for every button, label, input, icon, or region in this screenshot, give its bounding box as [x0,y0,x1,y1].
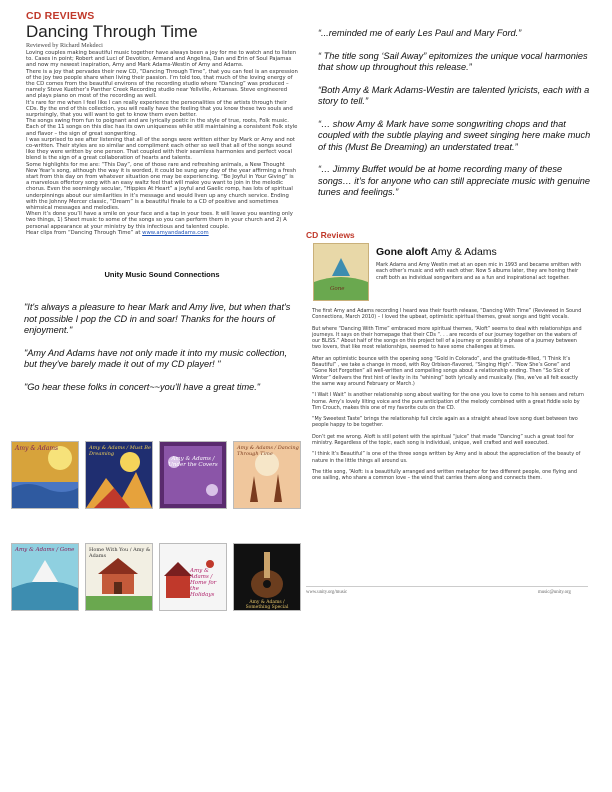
quote: "Amy And Adams have not only made it into my music collection, but they've barely made it out of my CD player! " [24,347,288,369]
quote: "It's always a pleasure to hear Mark and Amy live, but when that's not possible I pop the CD in and soar! Thanks for the hours of enjoyment." [24,302,291,335]
review-gone-aloft [306,230,588,582]
quote: "Go hear these folks in concert~~you'll have a great time." [24,381,261,392]
album-cover-gone[interactable] [12,544,78,610]
album-title: Amy & Adams / Must Be Dreaming [89,445,151,457]
cd-reviews-kicker: CD Reviews [306,230,355,240]
clips-text: Hear clips from “Dancing Through Time” at [26,229,141,236]
album-title: Amy & Adams / Under the Covers [168,456,218,468]
quote: “ The title song ‘Sail Away” epitomizes the unique vocal harmonies that show up throughout this release.” [318,50,588,72]
quote: “...reminded me of early Les Paul and Mary Ford.” [318,28,522,38]
footer-url[interactable]: www.unity.org/music [306,590,348,595]
review-paragraph: Don’t get me wrong. Aloft is still potent with the spiritual “juice” that made “Dancing” such a great tool for ministry. Regardless of the topic, each song is individual, unique, well crafted and well executed. [312,433,574,447]
review2-body [312,308,584,487]
review-paragraph: After an optimistic bounce with the opening song “Gold in Colorado”, and the gratitude-filled, “I Think It’s Beautiful” , we take a change in mood, with Roy Orbison-flavored, “Singing High”. “Now She’s Gone” and “Gone Not Forgotten” all well-written and compelling songs about a relationship ending. Then “So Sick of Winter” delivers the first hint of levity in its “whining” both lyrically and musically. (Yes, we’ve all felt exactly the same way around February or March.) [312,355,579,387]
footer-email[interactable]: music@unity.org [538,590,571,595]
review-body [26,50,298,236]
review-paragraph: “I think It’s Beautiful” is one of the three songs written by Amy and is about the appreciation of the beauty of nature in the little things all around us. [312,451,581,464]
artist-name: Amy & Adams [430,246,497,258]
review-paragraph: But where “Dancing With Time” embraced more spiritual themes, “Aloft” seems to deal with relationships and journeys. It says on their homepage that their CDs “. . . are records of our journey together on the waters of our BLISS.” About half of the songs on this project tell of a journey or possibly a phase of a journey between two lovers, that like most relationships, seemed to have some challenges at times. [312,325,582,351]
review-paragraph: When it’s done you’ll have a smile on your face and a tap in your toes. It will leave you wanting only two things, 1) Sheet music to some of the songs so you can perform them in your church and 2) A personal appearance at your ministry by this infectious and talented couple. [26,211,293,230]
album-title: Amy & Adams / Home for the Holidays [190,568,217,598]
album-title: Amy & Adams / Dancing Through Time [237,445,299,457]
album-art [12,544,78,610]
review2-title [376,246,497,258]
review-source: Unity Music Sound Connections [104,270,220,279]
review-paragraph-last [26,230,298,236]
album-cover-amy-and-adams[interactable] [12,442,78,508]
album-cover-home-with-you[interactable] [86,544,152,610]
review-dancing-through-time [26,10,298,236]
press-quotes [318,28,596,210]
review2-intro: Mark Adams and Amy Westin met at an open mic in 1993 and became smitten with each other’s music and with each other. Now 5 albums later, they are honing their craft both as individual songwriters and as a fun and inspirational act together. [376,262,582,281]
quote: “Both Amy & Mark Adams-Westin are talented lyricists, each with a story to tell.” [318,84,590,106]
quote: “… Jimmy Buffet would be at home recording many of these songs… it’s for anyone who can still appreciate music with genuine tunes and feelings.” [318,164,591,197]
album-title: Amy & Adams / Something Special [245,600,289,610]
album-cover-must-be-dreaming[interactable] [86,442,152,508]
album-art [160,442,226,508]
review-paragraph: There is a joy that pervades their new CD, “Dancing Through Time”, that you can feel is an expression of the joy two people share when living their passion. I’m told too, that much of the loving energy of the CD comes from the beautiful environs of the recording studio where “Dancing” was produced – namely Steve Kuether’s Panther Creek Recording studio near Yellville, Arkansas. Steve engineered and plays piano on most of the recording as well. [26,68,298,100]
review-paragraph: “I Wait I Wait” is another relationship song about waiting for the one you love to come to his senses and return home. Amy’s lovely lilting voice and the pure anticipation of the melody combined with a great fiddle solo by Tim Crouch, makes this one of my favorite cuts on the CD. [312,392,584,411]
fan-quotes [24,302,300,404]
review-paragraph: I was surprised to see after listening that all of the songs were written either by Mark or Amy and not co-written. Their styles are so similar and compliment each other so well that all of the songs sound like they were written by one person. That coupled with their seamless harmonies and perfect vocal blend is the sign of a great collaboration of hearts and talents. [26,136,295,162]
review-paragraph: The title song, “Aloft: is a beautifully arranged and written metaphor for two different people, one flying and one sailing, who share a common love – the wind that carries them along and connects them. [312,468,578,482]
website-link[interactable]: www.amyandadams.com [142,229,209,236]
footer-divider [306,586,588,587]
review-paragraph: Some highlights for me are: “This Day”, one of those rare and refreshing animals, a New Thought New Year’s song, although the way it is worded, it could be sung any day of the year affirming a fresh start from this day on from whatever situation one may be experiencing. “Be Joyful in Your Giving” is a marvelous offertory song with an easy waltz feel that will make you want to join in the melodic chorus. Even the seemingly secular, “Hippies At Heart” a joyful and Gaelic romp, has lots of spiritual underpinnings about our similarities in it’s message and would liven up any church service. Ending with the Johnny Mercer classic, “Dream” is a beautiful finale to a CD of positive and sometimes whimsical messages and melodies. [26,161,297,212]
cover-label: Gone [330,286,345,292]
quote: “… show Amy & Mark have some songwriting chops and that coupled with the subtle playing and sweet singing here make much of this (Must Be Dreaming) an understated treat.” [318,118,591,152]
album-cover-dancing-through-time[interactable] [234,442,300,508]
cd-reviews-kicker: CD REVIEWS [26,10,95,22]
album-title: Amy & Adams / Gone [15,547,75,553]
review-paragraph: The first Amy and Adams recording I heard was their fourth release, “Dancing With Time” (Reviewed in Sound Connections, March 2010) – I loved the upbeat, optimistic spiritual themes, great songs and tight vocals. [312,308,582,321]
album-cover-something-special[interactable] [234,544,300,610]
review-paragraph: It’s rare for me when I feel like I can really experience the personalities of the artists through their CDs. By the end of this collection, you will really have the feeling that you know these two souls and surprisingly, that you will want to get to know them even better. [26,99,293,119]
review-paragraph: Loving couples making beautiful music together have always been a joy for me to watch and to listen to. Cases in point; Robert and Luci of Devotion, Armand and Angelina, Dan and Erin of Soul Pajamas and now my newest inspiration, Amy and Mark Adams-Westin of Amy and Adams. [26,50,297,69]
album-cover-gone-small [314,244,368,300]
review-paragraph: “My Sweetest Taste” brings the relationship full circle again as a straight ahead love song duet between two people happy to be together. [312,416,578,429]
album-title: Amy & Adams [15,445,59,452]
review-title: Dancing Through Time [26,22,198,41]
album-name: Gone aloft [376,246,428,258]
review-byline: Reviewed by Richard Mekdeci [26,42,103,49]
album-cover-under-the-covers[interactable] [160,442,226,508]
review-paragraph: The songs swing from fun to poignant and are lyrically poetic in the style of true, roots, Folk music. Each of the 11 songs on this disc has its own uniqueness while still maintaining a consistent Folk style and flavor – the sign of great songwriting. [26,118,298,137]
album-cover-home-for-the-holidays[interactable] [160,544,226,610]
album-title: Home With You / Amy & Adams [89,547,151,559]
